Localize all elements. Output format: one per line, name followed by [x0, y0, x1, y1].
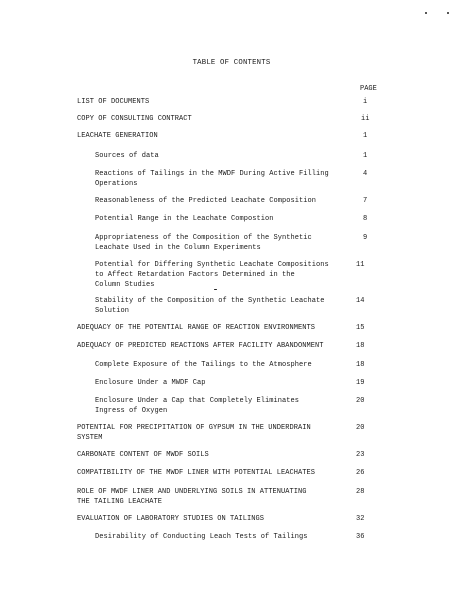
toc-entry-title: LIST OF DOCUMENTS — [77, 98, 150, 106]
toc-page-number: 18 — [356, 342, 365, 350]
toc-page-number: 15 — [356, 324, 365, 332]
toc-entry — [95, 532, 308, 542]
toc-page-number: 9 — [363, 234, 368, 242]
toc-page-number: 14 — [356, 297, 365, 305]
toc-page-number: 1 — [363, 132, 368, 140]
toc-entry-title: Solution — [95, 307, 130, 315]
toc-entry-title: ADEQUACY OF PREDICTED REACTIONS AFTER FACILITY ABANDONMENT — [77, 342, 324, 350]
toc-entry — [77, 323, 315, 333]
toc-page-number: i — [363, 98, 368, 106]
toc-page-number: 4 — [363, 170, 368, 178]
toc-entry-title: COMPATIBILITY OF THE MWDF LINER WITH POTENTIAL LEACHATES — [77, 469, 316, 477]
toc-entry — [77, 514, 264, 524]
toc-entry-title: Stability of the Composition of the Synthetic Leachate — [95, 297, 325, 305]
toc-entry — [77, 423, 311, 443]
page-column-header: PAGE — [360, 85, 377, 93]
toc-entry — [77, 131, 158, 141]
toc-entry-title: COPY OF CONSULTING CONTRACT — [77, 115, 192, 123]
toc-page-number: ii — [361, 115, 370, 123]
toc-entry — [77, 341, 324, 351]
toc-entry-title: THE TAILING LEACHATE — [77, 498, 163, 506]
toc-entry-title: Enclosure Under a Cap that Completely Eliminates — [95, 397, 300, 405]
toc-page-number: 23 — [356, 451, 365, 459]
toc-entry-title: ADEQUACY OF THE POTENTIAL RANGE OF REACTION ENVIRONMENTS — [77, 324, 316, 332]
toc-entry-title: Appropriateness of the Composition of the Synthetic — [95, 234, 312, 242]
toc-page-number: 1 — [363, 152, 368, 160]
toc-entry — [95, 260, 329, 290]
toc-entry-title: ROLE OF MWDF LINER AND UNDERLYING SOILS IN ATTENUATING — [77, 488, 307, 496]
toc-entry-title: Ingress of Oxygen — [95, 407, 168, 415]
toc-page-number: 20 — [356, 397, 365, 405]
scan-speck — [447, 12, 449, 14]
toc-page-number: 28 — [356, 488, 365, 496]
toc-entry-title: Potential for Differing Synthetic Leachate Compositions — [95, 261, 329, 269]
toc-entry-title: Potential Range in the Leachate Compostion — [95, 215, 274, 223]
toc-entry-title: Column Studies — [95, 281, 155, 289]
toc-entry-title: SYSTEM — [77, 434, 103, 442]
toc-entry-title: EVALUATION OF LABORATORY STUDIES ON TAILINGS — [77, 515, 265, 523]
toc-entry-title: to Affect Retardation Factors Determined in the — [95, 271, 295, 279]
toc-page-number: 11 — [356, 261, 365, 269]
toc-entry-title: LEACHATE GENERATION — [77, 132, 158, 140]
toc-entry — [95, 233, 312, 253]
toc-entry — [95, 296, 325, 316]
toc-page-number: 19 — [356, 379, 365, 387]
toc-entry — [77, 450, 209, 460]
toc-entry — [77, 97, 149, 107]
toc-page-number: 8 — [363, 215, 368, 223]
toc-page-number: 20 — [356, 424, 365, 432]
toc-entry-title: Sources of data — [95, 152, 159, 160]
toc-entry-title: Desirability of Conducting Leach Tests of Tailings — [95, 533, 308, 541]
toc-entry — [95, 169, 329, 189]
toc-entry — [77, 487, 307, 507]
toc-entry-title: CARBONATE CONTENT OF MWDF SOILS — [77, 451, 209, 459]
toc-entry — [77, 114, 192, 124]
toc-entry-title: Reasonableness of the Predicted Leachate Composition — [95, 197, 317, 205]
toc-entry-title: Complete Exposure of the Tailings to the Atmosphere — [95, 361, 312, 369]
toc-page-number: 36 — [356, 533, 365, 541]
toc-page-number: 32 — [356, 515, 365, 523]
toc-entry — [95, 396, 299, 416]
scan-speck — [425, 12, 427, 14]
toc-page-number: 7 — [363, 197, 368, 205]
toc-page-number: 18 — [356, 361, 365, 369]
toc-page-number: 26 — [356, 469, 365, 477]
toc-entry — [95, 196, 316, 206]
toc-entry-title: Reactions of Tailings in the MWDF During Active Filling — [95, 170, 329, 178]
toc-entry-title: Operations — [95, 180, 138, 188]
toc-entry — [95, 360, 312, 370]
toc-entry — [95, 378, 206, 388]
toc-entry-title: Leachate Used in the Column Experiments — [95, 244, 261, 252]
toc-entry-title: Enclosure Under a MWDF Cap — [95, 379, 206, 387]
toc-entry — [77, 468, 315, 478]
toc-entry — [95, 151, 159, 161]
page-title: TABLE OF CONTENTS — [192, 59, 271, 67]
toc-entry-title: POTENTIAL FOR PRECIPITATION OF GYPSUM IN THE UNDERDRAIN — [77, 424, 311, 432]
toc-entry — [95, 214, 274, 224]
